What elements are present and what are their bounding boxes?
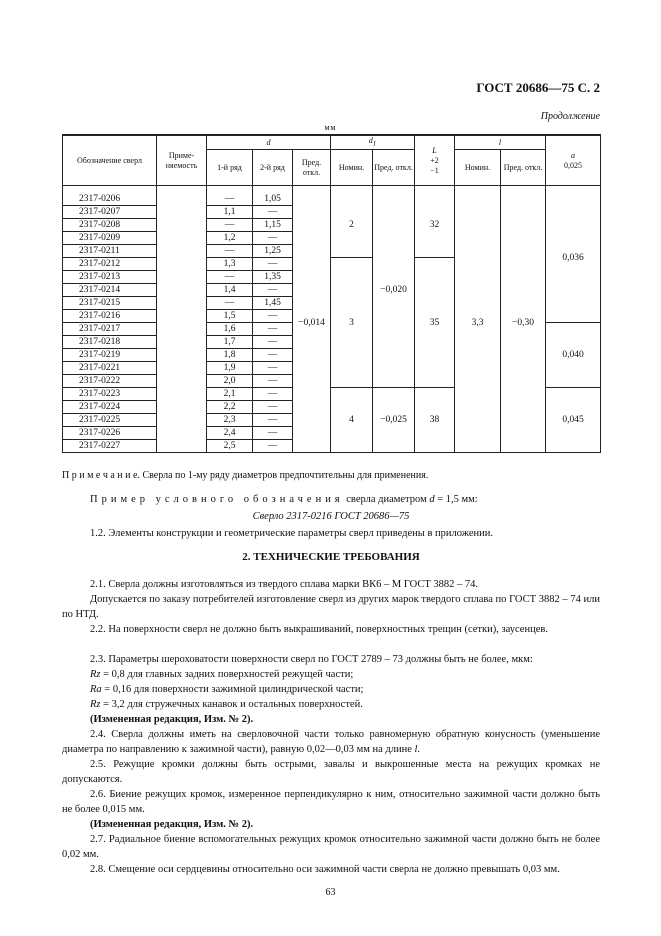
- d-row1-cell: —: [207, 219, 253, 232]
- d1-nominal-cell: 4: [331, 388, 373, 453]
- paragraph-2-8: 2.8. Смещение оси сердцевины относительно оси зажимной части сверла не должно превышать 0,03 мм.: [90, 864, 560, 875]
- drill-spec-table: [62, 134, 601, 453]
- header-L: L +2 −1: [415, 135, 455, 186]
- d-row2-cell: 1,25: [253, 245, 293, 258]
- d-row1-cell: 1,6: [207, 323, 253, 336]
- d-row2-cell: —: [253, 232, 293, 245]
- amendment-note: (Измененная редакция, Изм. № 2).: [90, 714, 254, 725]
- paragraph-2-1b: Допускается по заказу потребителей изготовление сверл из других марок твердого сплава по ГОСТ 3882 – 74 или по НТД.: [62, 594, 600, 620]
- d-row1-cell: —: [207, 193, 253, 206]
- paragraph-2-1: 2.1. Сверла должны изготовляться из твердого сплава марки ВК6 – М ГОСТ 3882 – 74.: [90, 579, 479, 590]
- d-row1-cell: —: [207, 271, 253, 284]
- designation-cell: 2317-0213: [63, 271, 157, 284]
- paragraph-2-5: 2.5. Режущие кромки должны быть острыми, завалы и выкрошенные места на режущих кромках не допускаются.: [62, 759, 600, 785]
- d-row1-cell: 2,3: [207, 414, 253, 427]
- l-tolerance-cell: −0,30: [501, 193, 546, 453]
- header-l: l: [455, 135, 546, 150]
- application-cell: [157, 271, 207, 284]
- application-cell: [157, 245, 207, 258]
- application-cell: [157, 310, 207, 323]
- d-row1-cell: 1,9: [207, 362, 253, 375]
- paragraph-1-2: 1.2. Элементы конструкции и геометрические параметры сверл приведены в приложении.: [90, 528, 494, 539]
- header-l-tol: Пред. откл.: [501, 150, 546, 186]
- header-d1-tol: Пред. откл.: [373, 150, 415, 186]
- example-line: Пример условного обозначения сверла диаметром d = 1,5 мм:: [90, 494, 478, 505]
- application-cell: [157, 375, 207, 388]
- roughness-item: Ra = 0,16 для поверхности зажимной цилиндрической части;: [90, 684, 364, 695]
- d-row2-cell: —: [253, 336, 293, 349]
- paragraph-2-3: 2.3. Параметры шероховатости поверхности сверл по ГОСТ 2789 – 73 должны быть не более, мкм:: [90, 654, 533, 665]
- d-row1-cell: 1,3: [207, 258, 253, 271]
- designation-cell: 2317-0222: [63, 375, 157, 388]
- L-value-cell: 32: [415, 193, 455, 258]
- application-cell: [157, 427, 207, 440]
- page-number: 63: [325, 887, 336, 898]
- d-row2-cell: 1,15: [253, 219, 293, 232]
- table-row: [63, 193, 601, 206]
- a-value-cell: 0,036: [546, 193, 601, 323]
- header-d1: $d_1$: [331, 135, 415, 150]
- paragraph-2-7: 2.7. Радиальное биение вспомогательных режущих кромок относительно зажимной части должно быть не более 0,02 мм.: [62, 834, 600, 860]
- d-row1-cell: —: [207, 297, 253, 310]
- header-d-row1: 1-й ряд: [207, 150, 253, 186]
- header-a: a 0,025: [546, 135, 601, 186]
- designation-cell: 2317-0223: [63, 388, 157, 401]
- application-cell: [157, 414, 207, 427]
- d-row2-cell: 1,35: [253, 271, 293, 284]
- d-row1-cell: 2,4: [207, 427, 253, 440]
- d1-nominal-cell: 3: [331, 258, 373, 388]
- designation-cell: 2317-0207: [63, 206, 157, 219]
- d-row1-cell: 1,8: [207, 349, 253, 362]
- d-row1-cell: —: [207, 245, 253, 258]
- header-designation: Обозначение сверл: [63, 135, 157, 186]
- a-value-cell: 0,040: [546, 323, 601, 388]
- designation-cell: 2317-0216: [63, 310, 157, 323]
- d-row2-cell: —: [253, 414, 293, 427]
- d-row2-cell: —: [253, 258, 293, 271]
- d-row2-cell: —: [253, 375, 293, 388]
- application-cell: [157, 323, 207, 336]
- d-row2-cell: —: [253, 440, 293, 453]
- designation-cell: 2317-0226: [63, 427, 157, 440]
- d-row2-cell: —: [253, 349, 293, 362]
- application-cell: [157, 219, 207, 232]
- application-cell: [157, 232, 207, 245]
- designation-cell: 2317-0208: [63, 219, 157, 232]
- d-row2-cell: —: [253, 323, 293, 336]
- document-header: ГОСТ 20686—75 С. 2: [476, 80, 600, 95]
- a-value-cell: 0,045: [546, 388, 601, 453]
- header-d: d: [207, 135, 331, 150]
- application-cell: [157, 284, 207, 297]
- roughness-item: Rz = 0,8 для главных задних поверхностей режущей части;: [90, 669, 354, 680]
- application-cell: [157, 206, 207, 219]
- designation-cell: 2317-0219: [63, 349, 157, 362]
- d-row2-cell: —: [253, 310, 293, 323]
- d-row2-cell: —: [253, 362, 293, 375]
- application-cell: [157, 349, 207, 362]
- header-d1-nom: Номин.: [331, 150, 373, 186]
- d-row2-cell: —: [253, 401, 293, 414]
- example-designation: Сверло 2317-0216 ГОСТ 20686—75: [252, 511, 410, 522]
- d-row2-cell: 1,05: [253, 193, 293, 206]
- d-row2-cell: —: [253, 427, 293, 440]
- designation-cell: 2317-0217: [63, 323, 157, 336]
- designation-cell: 2317-0215: [63, 297, 157, 310]
- d-row1-cell: 1,2: [207, 232, 253, 245]
- designation-cell: 2317-0225: [63, 414, 157, 427]
- table-note: П р и м е ч а н и е. Сверла по 1-му ряду диаметров предпочтительны для применения.: [62, 470, 429, 481]
- d-row2-cell: —: [253, 206, 293, 219]
- l-nominal-cell: 3,3: [455, 193, 501, 453]
- designation-cell: 2317-0211: [63, 245, 157, 258]
- d1-tolerance-cell: −0,020: [373, 193, 415, 388]
- d-row1-cell: 1,7: [207, 336, 253, 349]
- paragraph-2-2: 2.2. На поверхности сверл не должно быть выкрашиваний, поверхностных трещин (сетки), заусенцев.: [90, 624, 548, 635]
- designation-cell: 2317-0214: [63, 284, 157, 297]
- d-row1-cell: 2,5: [207, 440, 253, 453]
- header-l-nom: Номин.: [455, 150, 501, 186]
- d-row2-cell: —: [253, 284, 293, 297]
- d-tolerance-cell: −0,014: [293, 193, 331, 453]
- designation-cell: 2317-0209: [63, 232, 157, 245]
- application-cell: [157, 297, 207, 310]
- d-row2-cell: —: [253, 388, 293, 401]
- designation-cell: 2317-0224: [63, 401, 157, 414]
- designation-cell: 2317-0218: [63, 336, 157, 349]
- application-cell: [157, 401, 207, 414]
- continued-label: Продолжение: [540, 111, 600, 122]
- application-cell: [157, 258, 207, 271]
- application-cell: [157, 193, 207, 206]
- header-application: Приме-няемость: [157, 135, 207, 186]
- amendment-note: (Измененная редакция, Изм. № 2).: [90, 819, 254, 830]
- paragraph-2-6: 2.6. Биение режущих кромок, измеренное перпендикулярно к ним, относительно зажимной части должно быть не более 0,015 мм.: [62, 789, 600, 815]
- designation-cell: 2317-0221: [63, 362, 157, 375]
- L-value-cell: 35: [415, 258, 455, 388]
- d-row1-cell: 2,1: [207, 388, 253, 401]
- application-cell: [157, 440, 207, 453]
- application-cell: [157, 336, 207, 349]
- paragraph-2-4: 2.4. Сверла должны иметь на сверловочной части только равномерную обратную конусность (уменьшение диаметра по направлению к зажимной части), равную 0,02—0,03 мм на длине l.: [62, 729, 600, 755]
- header-d-row2: 2-й ряд: [253, 150, 293, 186]
- application-cell: [157, 362, 207, 375]
- units-label: мм: [324, 123, 337, 132]
- d-row1-cell: 2,2: [207, 401, 253, 414]
- L-value-cell: 38: [415, 388, 455, 453]
- header-d-tol: Пред. откл.: [293, 150, 331, 186]
- d1-tolerance-cell: −0,025: [373, 388, 415, 453]
- designation-cell: 2317-0227: [63, 440, 157, 453]
- designation-cell: 2317-0206: [63, 193, 157, 206]
- d-row1-cell: 2,0: [207, 375, 253, 388]
- d-row1-cell: 1,5: [207, 310, 253, 323]
- application-cell: [157, 388, 207, 401]
- section-2-title: 2. ТЕХНИЧЕСКИЕ ТРЕБОВАНИЯ: [242, 551, 420, 563]
- d1-nominal-cell: 2: [331, 193, 373, 258]
- roughness-item: Rz = 3,2 для стружечных канавок и остальных поверхностей.: [90, 699, 363, 710]
- d-row1-cell: 1,1: [207, 206, 253, 219]
- d-row1-cell: 1,4: [207, 284, 253, 297]
- d-row2-cell: 1,45: [253, 297, 293, 310]
- designation-cell: 2317-0212: [63, 258, 157, 271]
